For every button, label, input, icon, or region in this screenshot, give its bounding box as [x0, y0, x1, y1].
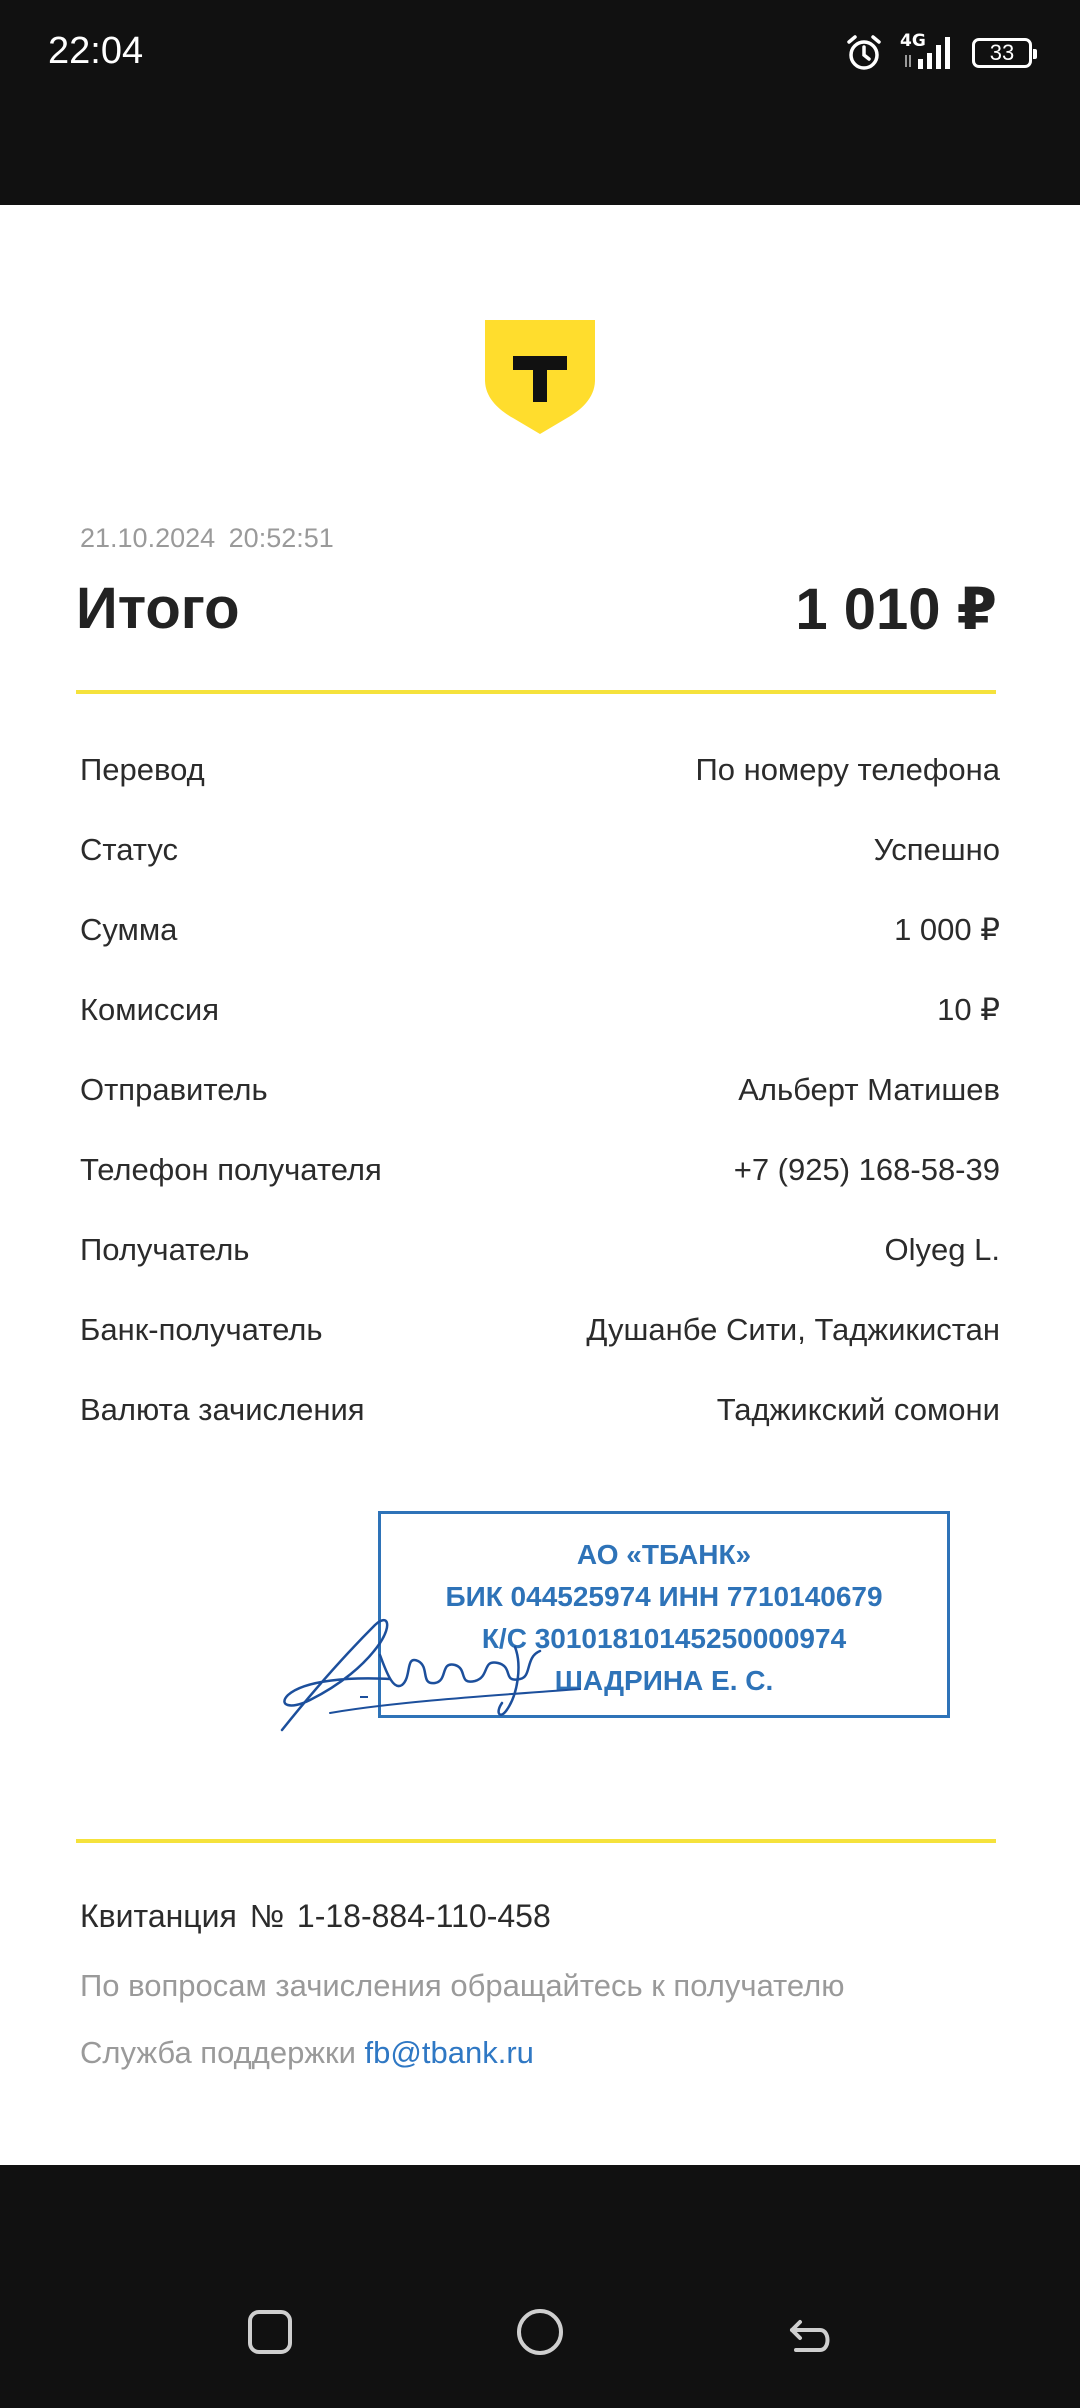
receipt-number: Квитанция № 1-18-884-110-458 — [80, 1898, 551, 1934]
recipient-note: По вопросам зачисления обращайтесь к получателю — [80, 1968, 845, 2003]
detail-value: Olyeg L. — [884, 1232, 1000, 1267]
detail-label: Статус — [80, 832, 178, 867]
navigation-bar — [0, 2165, 1080, 2408]
support-email-link[interactable]: fb@tbank.ru — [364, 2035, 534, 2070]
detail-row — [80, 1290, 1000, 1370]
detail-label: Валюта зачисления — [80, 1392, 365, 1427]
detail-label: Перевод — [80, 752, 205, 787]
detail-row — [80, 1050, 1000, 1130]
detail-label: Отправитель — [80, 1072, 268, 1107]
signal-icon — [900, 33, 956, 73]
stamp-line: БИК 044525974 ИНН 7710140679 — [445, 1581, 883, 1612]
detail-row — [80, 1130, 1000, 1210]
receipt-date: 21.10.2024 — [80, 523, 216, 553]
detail-label: Телефон получателя — [80, 1152, 382, 1187]
detail-value: Успешно — [873, 832, 1000, 867]
status-icons — [844, 28, 1032, 78]
total-label: Итого — [76, 576, 240, 641]
status-time: 22:04 — [48, 30, 144, 72]
battery-level: 33 — [989, 40, 1015, 65]
status-bar — [0, 0, 1080, 205]
receipt-time: 20:52:51 — [228, 523, 334, 553]
receipt — [0, 205, 1080, 2165]
detail-row — [80, 1370, 1000, 1450]
detail-value: 10 ₽ — [937, 992, 1000, 1027]
divider-bottom — [76, 1839, 996, 1843]
detail-label: Комиссия — [80, 992, 220, 1027]
detail-value: 1 000 ₽ — [894, 912, 1000, 947]
home-icon[interactable] — [510, 2302, 570, 2362]
battery-icon — [972, 38, 1032, 68]
back-icon[interactable] — [780, 2302, 840, 2362]
divider-top — [76, 690, 996, 694]
detail-value: Душанбе Сити, Таджикистан — [586, 1312, 1000, 1347]
detail-row — [80, 970, 1000, 1050]
receipt-datetime — [80, 523, 334, 554]
tbank-logo-icon — [483, 318, 597, 436]
signature-icon — [270, 1585, 600, 1745]
detail-value: +7 (925) 168-58-39 — [733, 1152, 1000, 1187]
support-label: Служба поддержки — [80, 2035, 365, 2070]
stamp-line: ШАДРИНА Е. С. — [554, 1665, 774, 1696]
detail-value: По номеру телефона — [695, 752, 1000, 787]
detail-label: Сумма — [80, 912, 178, 947]
details-list — [80, 730, 1000, 1450]
support-line — [80, 2035, 534, 2071]
detail-value: Таджикский сомони — [716, 1392, 1000, 1427]
detail-row — [80, 810, 1000, 890]
detail-row — [80, 730, 1000, 810]
stamp-line: АО «ТБАНК» — [576, 1539, 752, 1570]
detail-row — [80, 890, 1000, 970]
detail-label: Банк-получатель — [80, 1312, 323, 1347]
recent-apps-icon[interactable] — [240, 2302, 300, 2362]
detail-value: Альберт Матишев — [738, 1072, 1000, 1107]
detail-row — [80, 1210, 1000, 1290]
alarm-icon — [844, 33, 884, 73]
network-type-label: 4G — [900, 31, 926, 51]
total-value: 1 010 ₽ — [795, 577, 997, 642]
stamp-line: К/С 30101810145250000974 — [481, 1623, 847, 1654]
detail-label: Получатель — [80, 1232, 250, 1267]
